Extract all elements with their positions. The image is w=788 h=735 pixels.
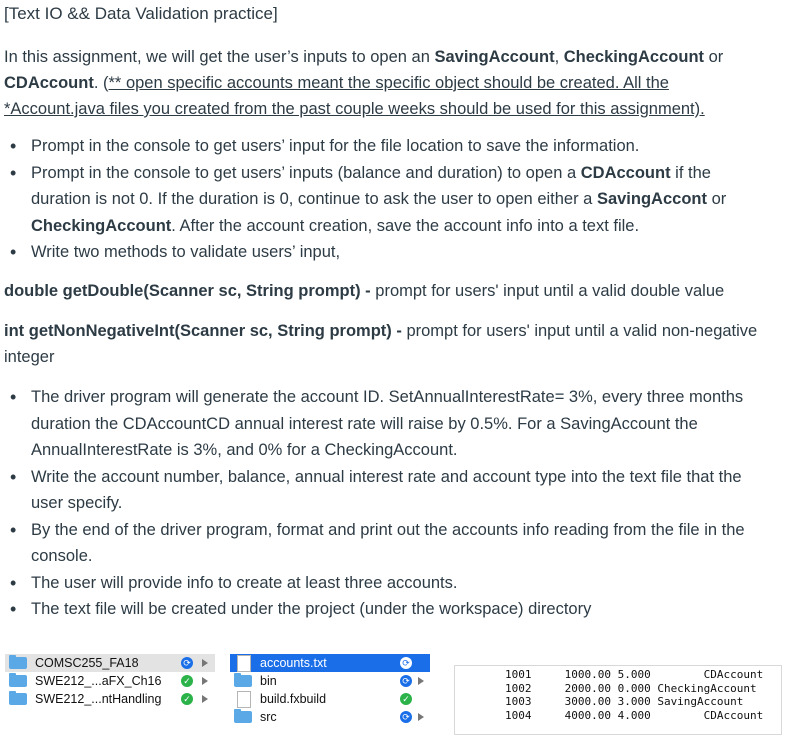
folder-label: src (260, 710, 277, 724)
file-item[interactable] (230, 690, 430, 708)
list-item: • By the end of the driver program, format and print out the accounts info reading from the file in the console. (4, 517, 774, 570)
list-item: • Prompt in the console to get users’ input for the file location to save the information. (4, 133, 774, 160)
method-description: prompt for users' input until a valid non-negative integer (4, 322, 758, 366)
list-item: • The text file will be created under the project (under the workspace) directory (4, 596, 774, 623)
list-text: if the duration is not 0. If the duration is 0, continue to ask the user to open either a (31, 163, 711, 208)
folder-item[interactable] (5, 672, 215, 690)
list-text: . After the account creation, save the account info into a text file. (171, 216, 640, 235)
intro-text: , (554, 48, 564, 66)
sync-icon: ⟳ (400, 657, 412, 669)
cd-account-term: CDAccount (4, 74, 94, 92)
chevron-right-icon (202, 695, 208, 703)
folder-label: COMSC255_FA18 (35, 656, 139, 670)
saving-account-term: SavingAccont (596, 190, 707, 208)
get-double-method (4, 278, 779, 304)
list-item: • The driver program will generate the account ID. SetAnnualInterestRate= 3%, every three months duration the CDAccountCD annual interest rate will raise by 0.5%. For a SavingAccount the AnnualInterestRate is 3%, and 0% for a CheckingAccount. (4, 384, 774, 464)
file-icon (237, 655, 251, 672)
intro-paragraph (4, 44, 774, 122)
list-text: or (706, 190, 727, 208)
method-signature: int getNonNegativeInt(Scanner sc, String prompt) - (4, 322, 402, 340)
check-icon: ✓ (181, 675, 193, 687)
list-text: Prompt in the console to get users’ inputs (balance and duration) to open a (31, 163, 581, 182)
console-output: 1001 1000.00 5.000 CDAccount 1002 2000.00 0.000 CheckingAccount 1003 3000.00 3.000 SavingAccount 1004 4000.00 4.000 CDAccount (505, 668, 764, 722)
chevron-right-icon (202, 659, 208, 667)
sync-icon: ⟳ (400, 675, 412, 687)
accounts-note-link[interactable]: ** open specific accounts meant the specific object should be created. All the *Account.java files you created from the past couple weeks should be used for this assignment). (4, 74, 705, 118)
project-contents-column (230, 654, 430, 726)
file-item[interactable] (230, 654, 430, 672)
folder-label: SWE212_...ntHandling (35, 692, 162, 706)
folder-item[interactable] (5, 654, 215, 672)
folder-icon (234, 675, 252, 687)
list-item: • The user will provide info to create at least three accounts. (4, 570, 774, 597)
sync-icon: ⟳ (400, 711, 412, 723)
intro-text: or (704, 48, 724, 66)
driver-requirements-list (4, 384, 774, 623)
chevron-right-icon (202, 677, 208, 685)
method-description: prompt for users' input until a valid double value (370, 282, 725, 300)
saving-account-term: SavingAccount (434, 48, 555, 66)
list-item (4, 160, 774, 240)
checking-account-term: CheckingAccount (563, 48, 705, 66)
check-icon: ✓ (181, 693, 193, 705)
project-column (5, 654, 215, 708)
folder-item[interactable] (230, 708, 430, 726)
folder-item[interactable] (230, 672, 430, 690)
folder-item[interactable] (5, 690, 215, 708)
intro-text: In this assignment, we will get the user’s inputs to open an (4, 48, 435, 66)
file-label: build.fxbuild (260, 692, 327, 706)
list-item: • Write the account number, balance, annual interest rate and account type into the text file that the user specify. (4, 464, 774, 517)
file-icon (237, 691, 251, 708)
sync-icon: ⟳ (181, 657, 193, 669)
chevron-right-icon (418, 677, 424, 685)
get-non-negative-int-method (4, 318, 779, 370)
folder-icon (9, 675, 27, 687)
cd-account-term: CDAccount (580, 163, 671, 182)
folder-label: SWE212_...aFX_Ch16 (35, 674, 162, 688)
file-label: accounts.txt (260, 656, 327, 670)
intro-text: . ( (93, 74, 109, 92)
folder-label: bin (260, 674, 277, 688)
console-output-panel (454, 665, 782, 735)
checking-account-term: CheckingAccount (31, 216, 172, 235)
assignment-title: [Text IO && Data Validation practice] (4, 4, 278, 23)
list-item: • Write two methods to validate users’ input, (4, 239, 774, 266)
folder-icon (9, 693, 27, 705)
chevron-right-icon (418, 713, 424, 721)
check-icon: ✓ (400, 693, 412, 705)
folder-icon (234, 711, 252, 723)
method-signature: double getDouble(Scanner sc, String prompt) - (4, 282, 371, 300)
requirements-list (4, 133, 774, 266)
folder-icon (9, 657, 27, 669)
finder-screenshot (5, 654, 435, 734)
